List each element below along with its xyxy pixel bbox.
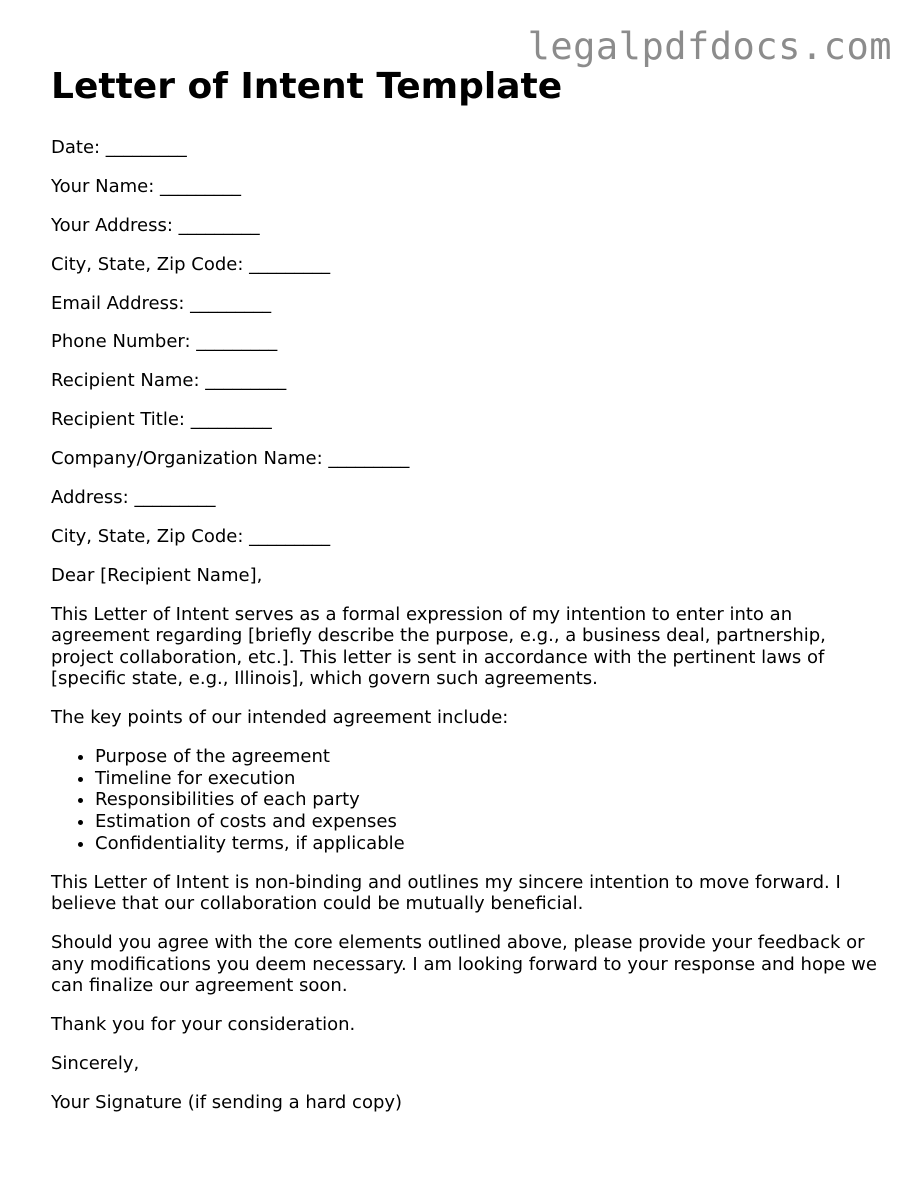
thanks-line: Thank you for your consideration. xyxy=(51,1014,356,1036)
field-date: Date: _________ xyxy=(51,137,187,158)
field-company-name: Company/Organization Name: _________ xyxy=(51,448,410,470)
letter-document xyxy=(51,64,881,1131)
list-item: • Estimation of costs and expenses xyxy=(95,811,881,833)
list-item: • Confidentiality terms, if applicable xyxy=(95,833,881,855)
field-recipient-name: Recipient Name: _________ xyxy=(51,370,287,392)
field-your-name: Your Name: _________ xyxy=(51,175,242,197)
field-recipient-title: Recipient Title: _________ xyxy=(51,409,272,431)
list-item: • Purpose of the agreement xyxy=(95,746,881,768)
field-your-address: Your Address: _________ xyxy=(51,214,260,236)
salutation: Dear [Recipient Name], xyxy=(51,564,263,586)
field-email-address: Email Address: _________ xyxy=(51,292,272,314)
key-points-list xyxy=(51,746,881,854)
list-item: • Responsibilities of each party xyxy=(95,789,881,811)
field-recipient-address: Address: _________ xyxy=(51,487,216,509)
watermark: legalpdfdocs.com xyxy=(527,25,892,68)
signature-line: Your Signature (if sending a hard copy) xyxy=(51,1091,403,1113)
page-title: Letter of Intent Template xyxy=(51,66,563,107)
closing-line: Sincerely, xyxy=(51,1052,140,1074)
field-recipient-city-state-zip: City, State, Zip Code: _________ xyxy=(51,525,331,547)
field-phone-number: Phone Number: _________ xyxy=(51,331,278,353)
intro-paragraph: This Letter of Intent serves as a formal expression of my intention to enter into an agreement regarding [briefly describe the purpose, e.g., a business deal, partnership, project collaboration, etc.]. This letter is sent in accordance with the pertinent laws of [specific state, e.g., Illinois], which govern such agreements. xyxy=(51,603,826,690)
list-item: • Timeline for execution xyxy=(95,768,881,790)
key-points-intro: The key points of our intended agreement include: xyxy=(51,707,509,729)
feedback-paragraph: Should you agree with the core elements outlined above, please provide your feedback or any modifications you deem necessary. I am looking forward to your response and hope we can finalize our agreement soon. xyxy=(51,932,877,997)
field-sender-city-state-zip: City, State, Zip Code: _________ xyxy=(51,253,331,275)
nonbinding-paragraph: This Letter of Intent is non-binding and outlines my sincere intention to move forward. I believe that our collaboration could be mutually beneficial. xyxy=(51,871,841,915)
